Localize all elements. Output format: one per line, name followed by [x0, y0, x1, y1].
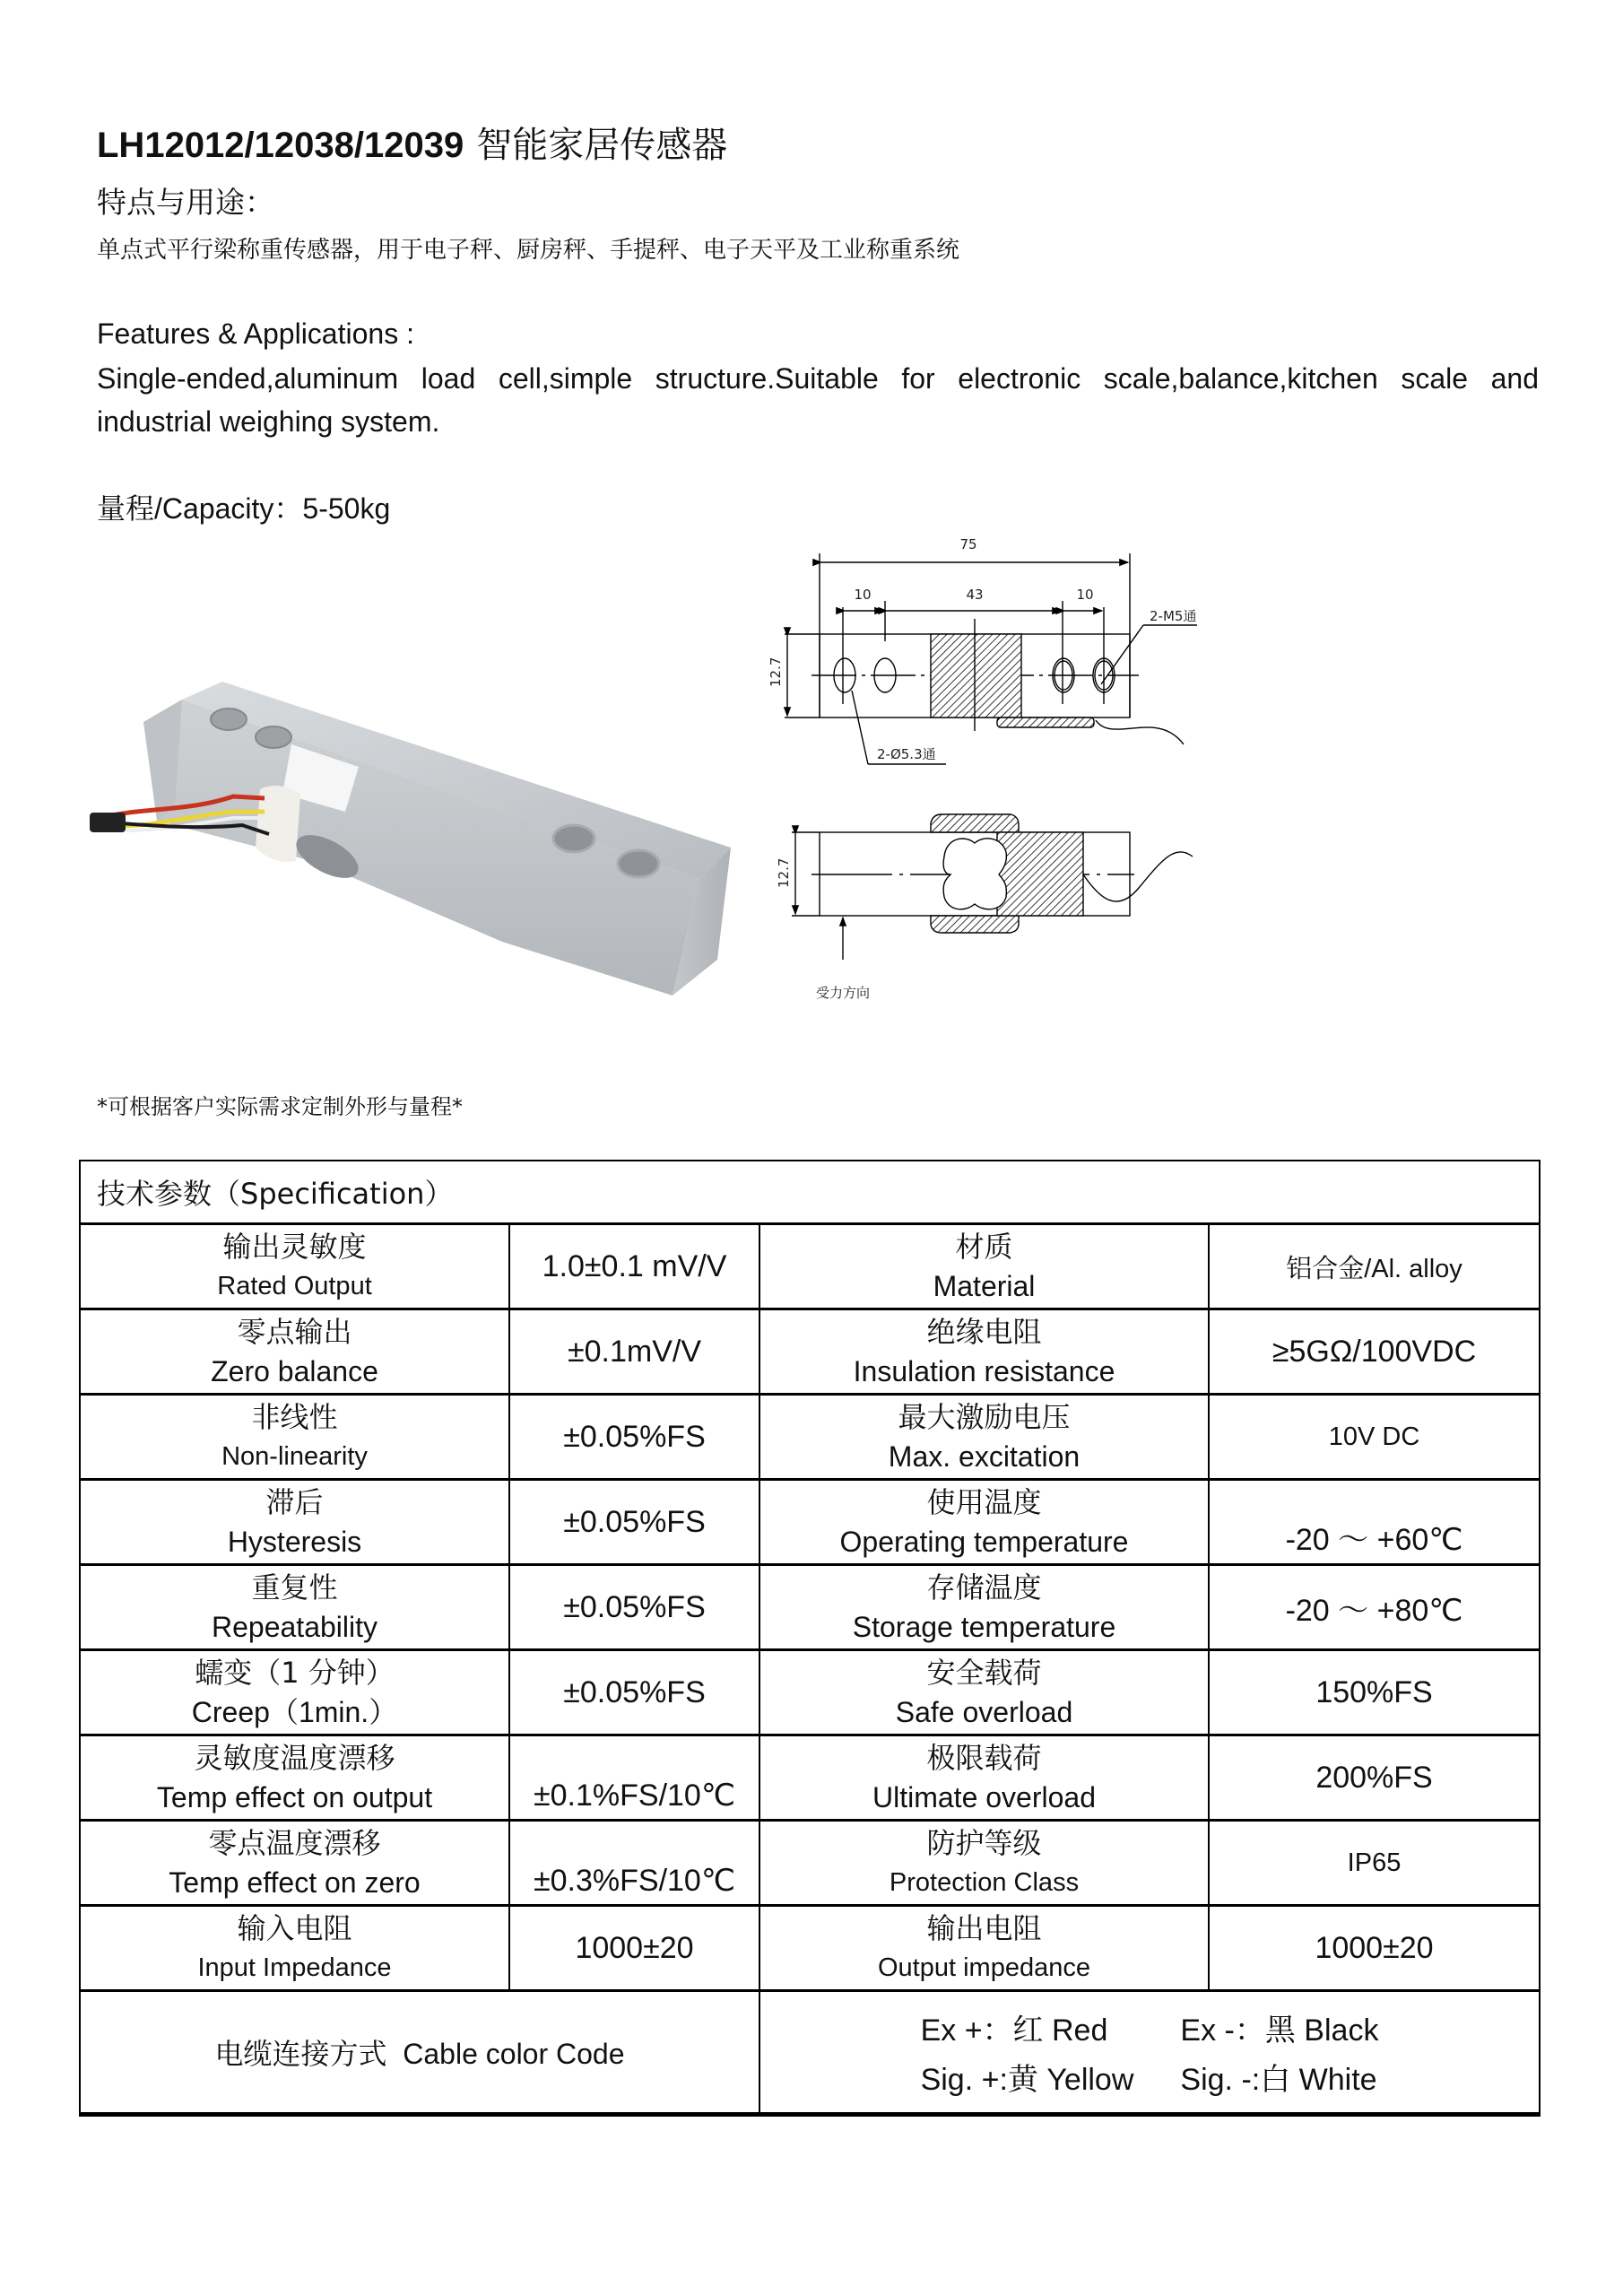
param-value: 1000±20 — [1315, 1930, 1434, 1965]
note-hole: 2-Ø5.3通 — [877, 746, 936, 762]
features-heading-en: Features & Applications : — [97, 317, 414, 350]
gauge-area-side — [997, 832, 1083, 916]
table-row — [80, 1735, 1540, 1821]
param-label-en: Operating temperature — [839, 1526, 1129, 1558]
param-label-cn: 重复性 — [251, 1570, 338, 1605]
param-label-cn: 绝缘电阻 — [926, 1315, 1042, 1349]
capacity-line — [97, 486, 390, 527]
dim-right: 10 — [1076, 587, 1094, 603]
force-direction-label: 受力方向 — [816, 985, 871, 1001]
param-label-cn: 使用温度 — [926, 1485, 1042, 1519]
table-row — [80, 1650, 1540, 1735]
cable-ex-minus: Ex -：黑 Black — [1180, 2013, 1379, 2048]
binocular-hole — [943, 839, 1006, 909]
param-label-en: Material — [933, 1270, 1036, 1302]
table-row — [80, 1821, 1540, 1906]
param-label-en: Non-linearity — [221, 1442, 368, 1471]
capacity-label-cn: 量程 — [97, 491, 155, 526]
dim-height-bottom: 12.7 — [776, 857, 792, 888]
threaded-hole-1 — [211, 709, 247, 730]
param-value: 1.0±0.1 mV/V — [542, 1248, 727, 1283]
capacity-label-en: /Capacity： — [154, 492, 303, 525]
cable-sheath — [90, 813, 126, 832]
table-row — [80, 1906, 1540, 1991]
param-value: -20 ～ +60℃ — [1285, 1523, 1463, 1557]
param-label-cn: 安全载荷 — [926, 1656, 1042, 1690]
param-label-en: Zero balance — [211, 1355, 378, 1387]
param-label-en: Rated Output — [217, 1272, 372, 1300]
table-row — [80, 1395, 1540, 1480]
param-value: ±0.05%FS — [563, 1674, 706, 1709]
param-value: ±0.3%FS/10℃ — [533, 1864, 736, 1898]
features-text-cn: 单点式平行梁称重传感器，用于电子秤、厨房秤、手提秤、电子天平及工业称重系统 — [97, 237, 960, 264]
param-value: ±0.05%FS — [563, 1589, 706, 1624]
cable-ex-plus: Ex +：红 Red — [920, 2013, 1108, 2048]
param-label-cn: 极限载荷 — [926, 1741, 1042, 1775]
param-label-cn: 材质 — [955, 1230, 1013, 1264]
param-label-cn: 防护等级 — [926, 1826, 1042, 1860]
param-label-en: Hysteresis — [227, 1526, 362, 1558]
param-label-en: Insulation resistance — [853, 1355, 1115, 1387]
gauge-cover-top — [931, 814, 1019, 832]
param-label-cn: 灵敏度温度漂移 — [194, 1741, 395, 1775]
dim-center: 43 — [966, 587, 984, 603]
param-value: 200%FS — [1315, 1760, 1433, 1795]
param-label-en: Max. excitation — [888, 1440, 1081, 1473]
param-value: ±0.1%FS/10℃ — [533, 1779, 736, 1813]
product-name-cn: 智能家居传感器 — [476, 125, 728, 166]
param-label-en: Creep（1min.） — [191, 1696, 398, 1728]
model-number: LH12012/12038/12039 — [97, 126, 464, 165]
param-label-cn: 最大激励电压 — [898, 1400, 1071, 1434]
cable-label-en: Cable color Code — [403, 2038, 625, 2070]
param-label-cn: 零点温度漂移 — [208, 1826, 381, 1860]
table-row — [80, 1309, 1540, 1395]
cable-sig-plus: Sig. +:黄 Yellow — [920, 2063, 1134, 2097]
spec-header-row — [80, 1161, 1540, 1224]
through-hole-1 — [553, 825, 595, 852]
load-cell-photo — [90, 664, 753, 1040]
param-value: 铝合金/Al. alloy — [1286, 1254, 1462, 1283]
gauge-cover-bottom — [931, 916, 1019, 933]
through-hole-2 — [618, 850, 659, 877]
custom-note: *可根据客户实际需求定制外形与量程* — [97, 1094, 463, 1119]
param-label-en: Repeatability — [212, 1611, 378, 1643]
threaded-hole-2 — [256, 726, 291, 748]
spec-header: 技术参数（Specification） — [80, 1161, 1540, 1224]
table-row — [80, 1224, 1540, 1309]
page-title — [97, 117, 727, 168]
param-value: 10V DC — [1328, 1422, 1420, 1451]
dimension-drawing — [762, 529, 1497, 1022]
param-label-cn: 存储温度 — [926, 1570, 1042, 1605]
param-label-en: Temp effect on zero — [169, 1866, 421, 1899]
param-value: ±0.05%FS — [563, 1419, 706, 1454]
param-label-cn: 零点输出 — [237, 1315, 352, 1349]
spec-table — [79, 1160, 1541, 2117]
dim-left: 10 — [854, 587, 872, 603]
param-value: -20 ～ +80℃ — [1285, 1593, 1463, 1628]
table-row — [80, 1565, 1540, 1650]
param-label-en: Ultimate overload — [872, 1781, 1096, 1813]
param-label-cn: 输出电阻 — [926, 1911, 1042, 1945]
note-thread: 2-M5通 — [1150, 608, 1197, 624]
param-value: IP65 — [1347, 1848, 1402, 1877]
gauge-area-top — [931, 634, 1021, 718]
param-value: 150%FS — [1315, 1674, 1433, 1709]
param-label-en: Safe overload — [895, 1696, 1073, 1728]
cable-label — [80, 1991, 759, 2115]
param-label-en: Input Impedance — [197, 1953, 392, 1982]
dim-total: 75 — [959, 536, 977, 552]
param-label-cn: 输入电阻 — [237, 1911, 352, 1945]
param-label-en: Output impedance — [878, 1953, 1090, 1982]
cable-sig-minus: Sig. -:白 White — [1180, 2063, 1377, 2097]
param-value: ±0.05%FS — [563, 1504, 706, 1539]
param-value: ±0.1mV/V — [567, 1334, 702, 1369]
param-label-en: Protection Class — [889, 1868, 1080, 1897]
cable-codes — [759, 1991, 1540, 2115]
cable-row — [80, 1991, 1540, 2115]
dim-height-top: 12.7 — [768, 657, 784, 687]
table-row — [80, 1480, 1540, 1565]
param-value: ≥5GΩ/100VDC — [1271, 1334, 1477, 1369]
capacity-value: 5-50kg — [302, 492, 391, 525]
param-label-cn: 非线性 — [251, 1400, 338, 1434]
cable-label-cn: 电缆连接方式 — [214, 2037, 387, 2071]
param-label-en: Temp effect on output — [156, 1781, 433, 1813]
param-label-cn: 输出灵敏度 — [222, 1230, 367, 1264]
param-label-cn: 滞后 — [265, 1485, 324, 1519]
features-text-en: Single-ended,aluminum load cell,simple structure.Suitable for electronic scale,balance,kitchen scale and industrial weighing system. — [97, 362, 1539, 438]
param-value: 1000±20 — [575, 1930, 694, 1965]
features-heading-cn: 特点与用途： — [97, 185, 274, 220]
param-label-cn: 蠕变（1 分钟） — [195, 1656, 395, 1690]
param-label-en: Storage temperature — [852, 1611, 1116, 1643]
